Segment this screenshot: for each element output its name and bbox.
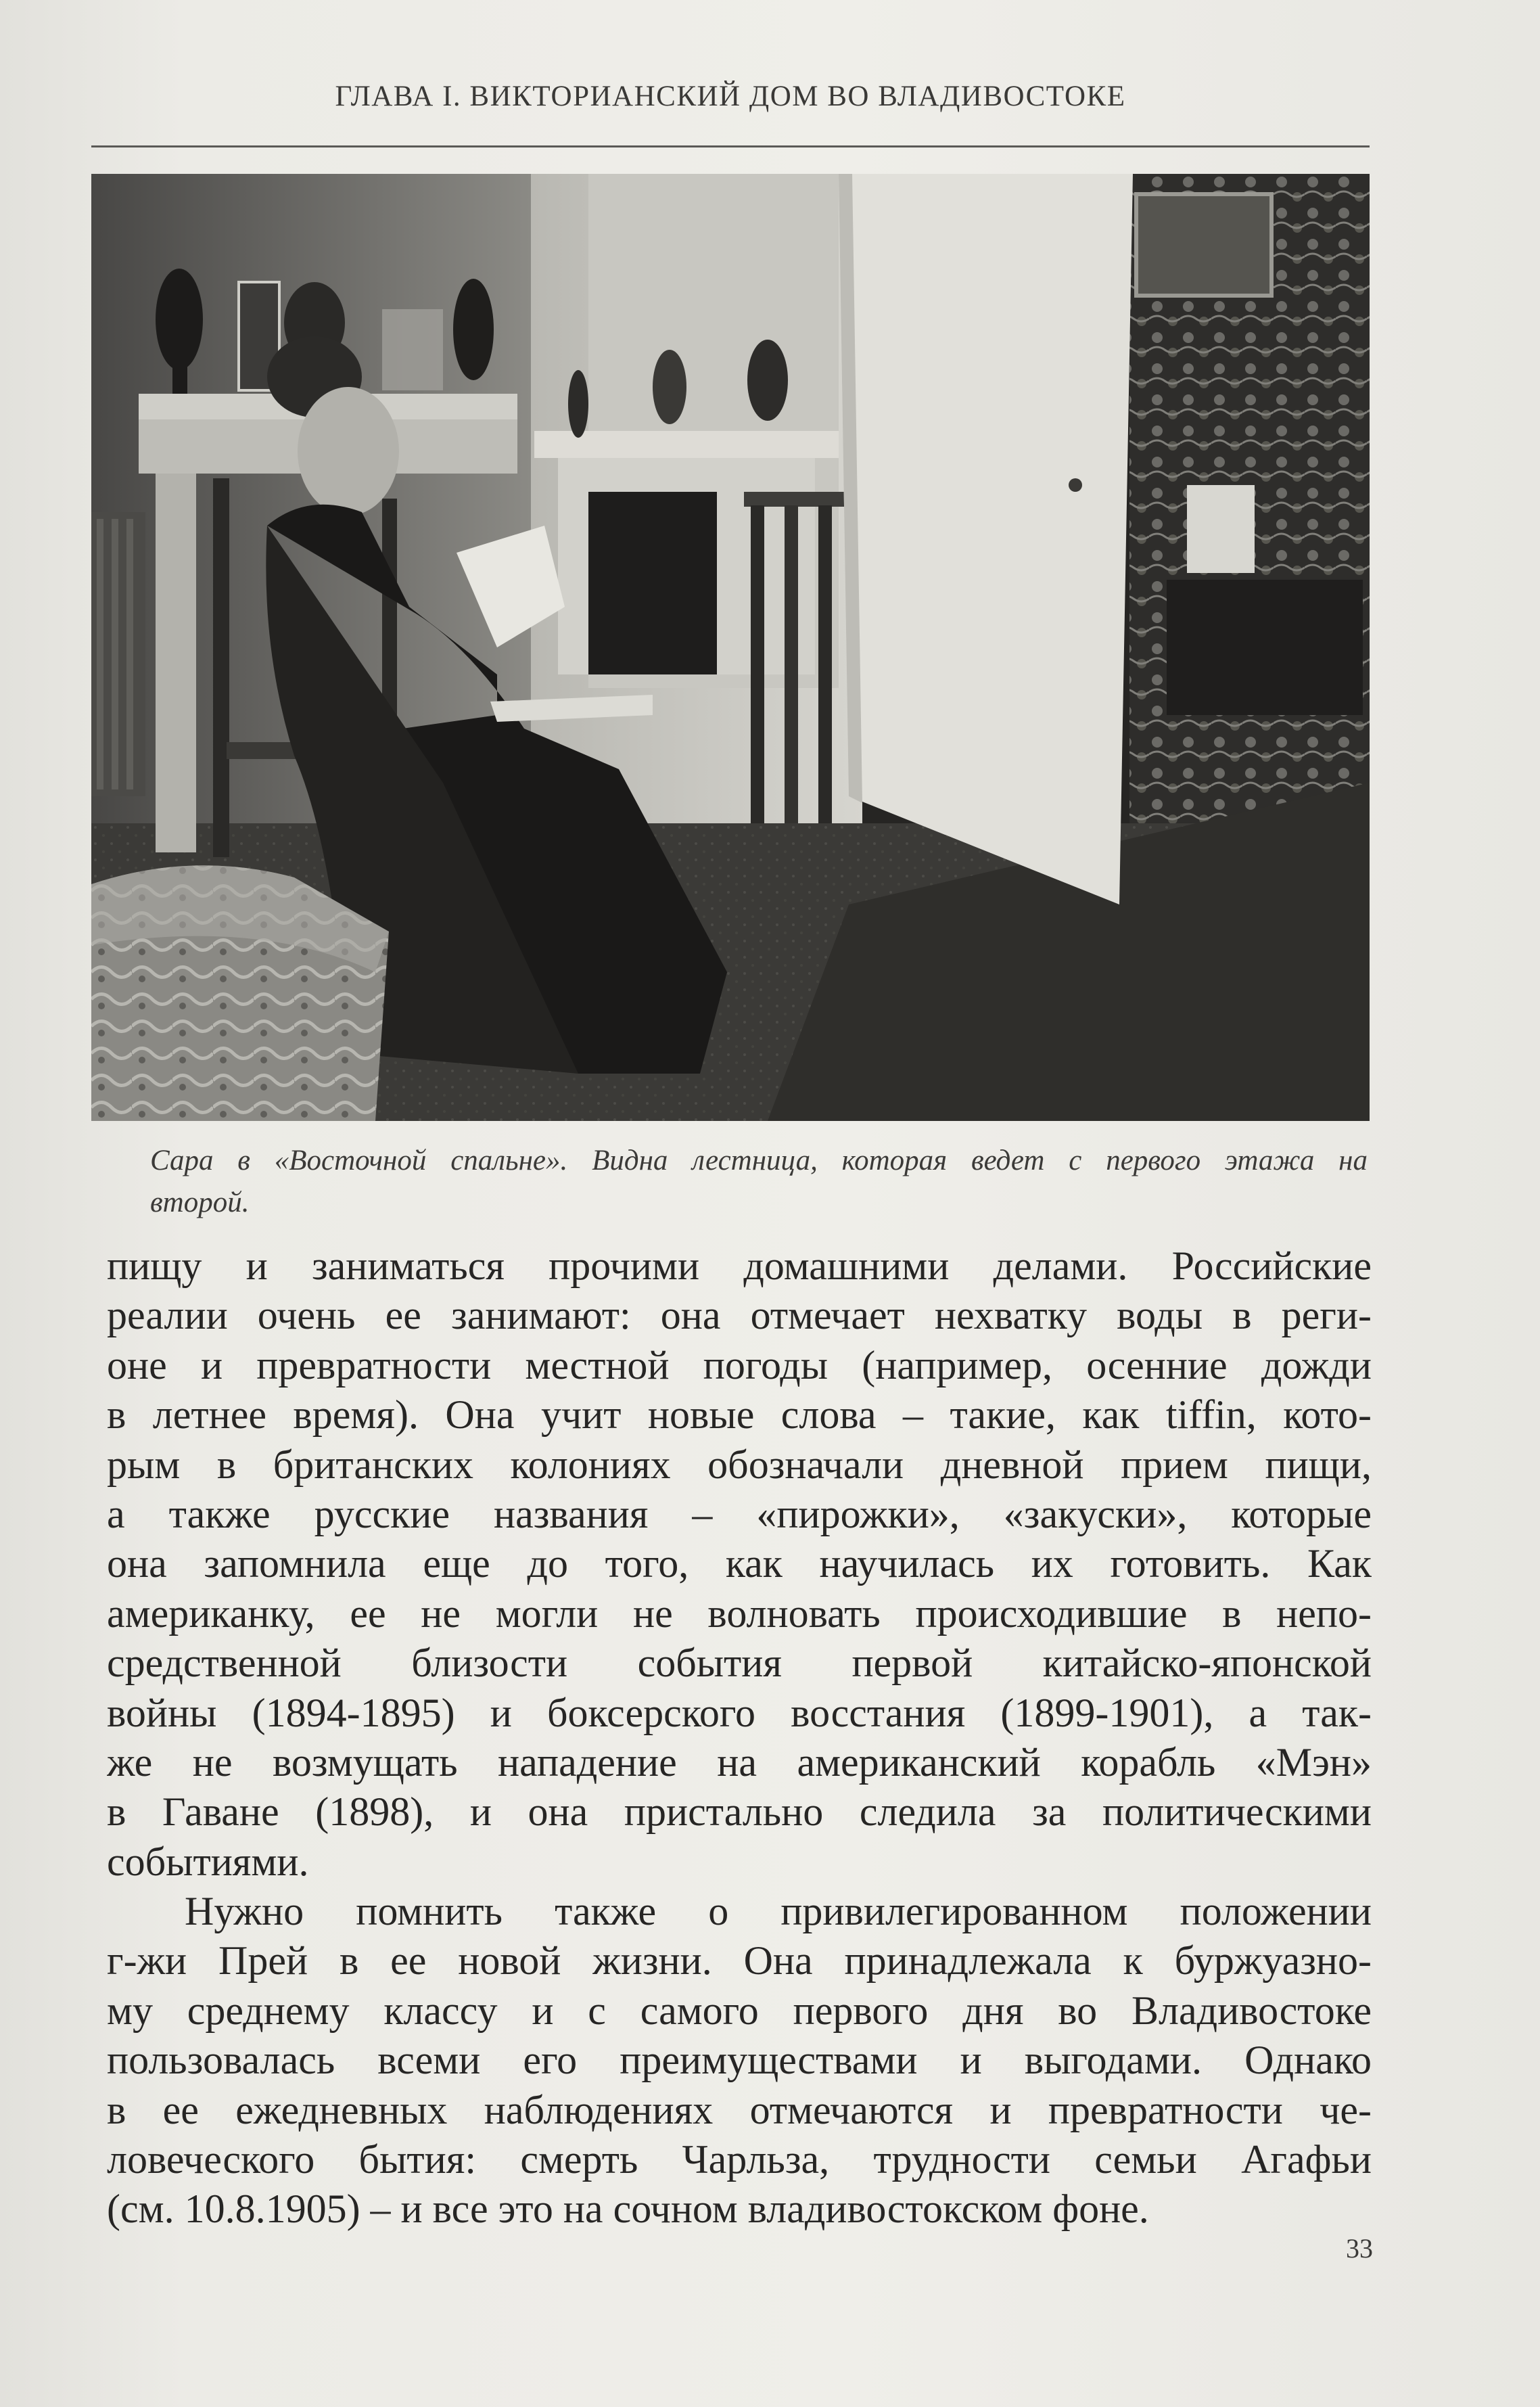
text-line: в летнее время). Она учит новые слова – такие, как tiffin, кото- [107,1392,1372,1438]
caption-line: Сара в «Восточной спальне». Видна лестница, которая ведет с первого этажа на [150,1145,1368,1176]
text-line: г-жи Прей в ее новой жизни. Она принадлежала к буржуазно- [107,1938,1372,1984]
text-line: американку, ее не могли не волновать происходившие в непо- [107,1590,1372,1636]
text-line: в Гаване (1898), и она пристально следила за политическими [107,1789,1372,1835]
text-line: же не возмущать нападение на американский корабль «Мэн» [107,1739,1372,1785]
text-line: рым в британских колониях обозначали дневной прием пищи, [107,1442,1372,1487]
text-line: Нужно помнить также о привилегированном положении [185,1889,1372,1934]
text-line: пищу и заниматься прочими домашними делами. Российские [107,1243,1372,1288]
text-line: событиями. [107,1839,309,1884]
paragraph-1 [107,1241,1372,1887]
text-line: (см. 10.8.1905) – и все это на сочном владивостокском фоне. [107,2186,1149,2232]
photograph [91,174,1370,1121]
text-line: а также русские названия – «пирожки», «закуски», которые [107,1491,1372,1536]
text-line: пользовалась всеми его преимуществами и выгодами. Однако [107,2038,1372,2083]
header-rule [91,145,1370,147]
page-number: 33 [1346,2233,1373,2264]
photo-caption [150,1140,1368,1224]
text-line: ловеческого бытия: смерть Чарльза, трудности семьи Агафьи [107,2137,1372,2182]
photo-illustration [91,174,1370,1121]
text-line: му среднему классу и с самого первого дня во Владивостоке [107,1988,1372,2033]
caption-line: второй. [150,1187,250,1218]
running-head: ГЛАВА I. ВИКТОРИАНСКИЙ ДОМ ВО ВЛАДИВОСТОКЕ [335,81,1126,112]
paragraph-2 [107,1887,1372,2234]
text-line: реалии очень ее занимают: она отмечает нехватку воды в реги- [107,1293,1372,1338]
text-line: в ее ежедневных наблюдениях отмечаются и превратности че- [107,2087,1372,2132]
text-line: она запомнила еще до того, как научилась их готовить. Как [107,1541,1372,1586]
text-line: средственной близости события первой китайско-японской [107,1641,1372,1686]
body-text [107,1241,1372,2234]
text-line: войны (1894-1895) и боксерского восстания (1899-1901), а так- [107,1690,1372,1735]
text-line: оне и превратности местной погоды (например, осенние дожди [107,1342,1372,1388]
